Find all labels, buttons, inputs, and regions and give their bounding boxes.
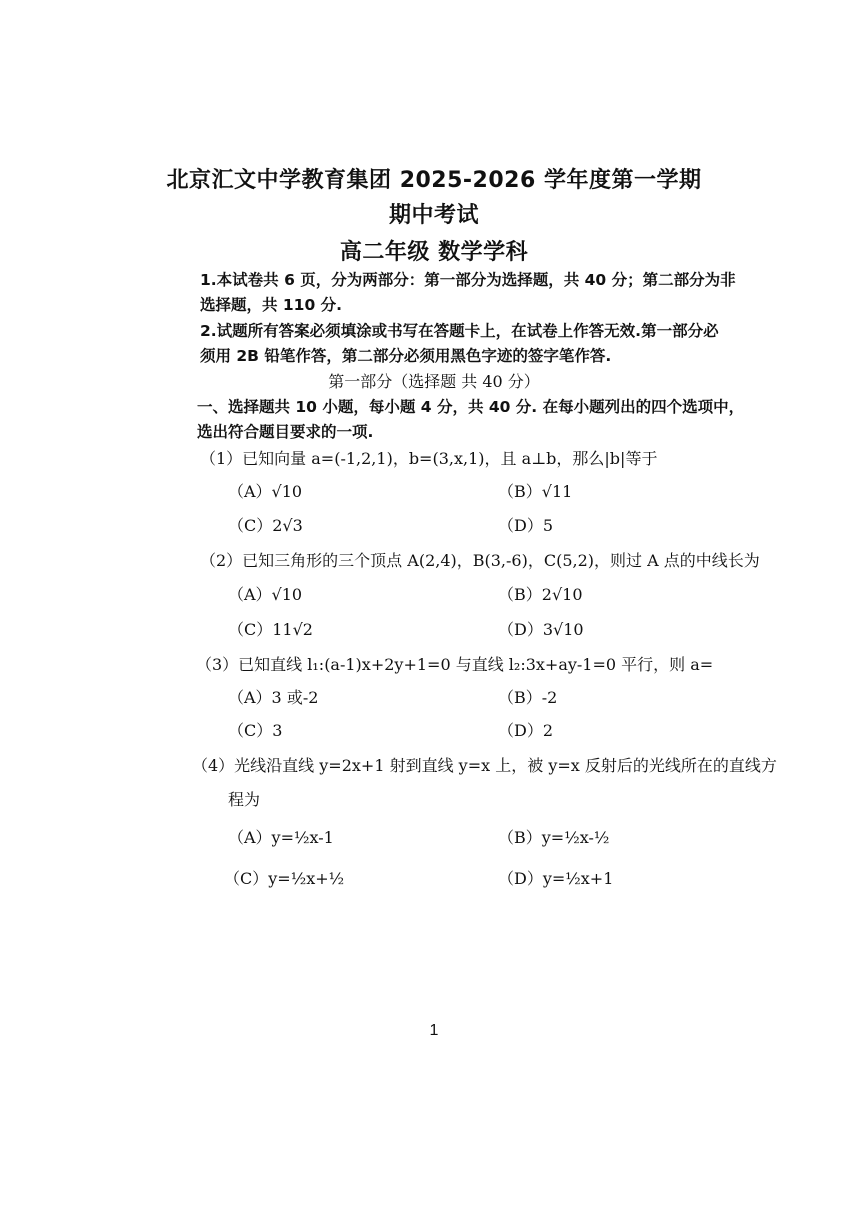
question-4-option-c: （C）y=½x+½ — [224, 869, 345, 888]
note-2-line-1: 2.试题所有答案必须填涂或书写在答题卡上，在试卷上作答无效.第一部分必 — [200, 322, 719, 340]
exam-title: 北京汇文中学教育集团 2025-2026 学年度第一学期 — [166, 168, 702, 193]
section-instructions-line-2: 选出符合题目要求的一项. — [197, 423, 374, 441]
question-2-option-b: （B）2√10 — [498, 585, 583, 604]
question-4-stem: （4）光线沿直线 y=2x+1 射到直线 y=x 上，被 y=x 反射后的光线所在的直线方 — [192, 756, 777, 775]
question-1-option-a: （A）√10 — [228, 482, 303, 501]
grade-subject: 高二年级 数学学科 — [339, 240, 529, 265]
exam-subtitle: 期中考试 — [388, 203, 479, 228]
part-1-heading: 第一部分（选择题 共 40 分） — [328, 372, 540, 391]
question-1-option-d: （D）5 — [498, 516, 554, 535]
section-instructions-line-1: 一、选择题共 10 小题，每小题 4 分，共 40 分. 在每小题列出的四个选项中， — [197, 398, 745, 416]
question-4-option-a: （A）y=½x-1 — [228, 828, 334, 847]
note-1-line-2: 选择题，共 110 分. — [200, 296, 343, 314]
question-4-option-b: （B）y=½x-½ — [498, 828, 610, 847]
page-number: 1 — [429, 1022, 439, 1039]
question-3-option-a: （A）3 或-2 — [228, 688, 319, 707]
question-3-option-d: （D）2 — [498, 721, 554, 740]
question-1-option-c: （C）2√3 — [228, 516, 303, 535]
note-1-line-1: 1.本试卷共 6 页，分为两部分：第一部分为选择题，共 40 分；第二部分为非 — [200, 271, 736, 289]
question-2-option-c: （C）11√2 — [228, 620, 313, 639]
question-2-option-a: （A）√10 — [228, 585, 303, 604]
question-3-option-b: （B）-2 — [498, 688, 558, 707]
question-4-option-d: （D）y=½x+1 — [498, 869, 614, 888]
question-3-stem: （3）已知直线 l₁:(a-1)x+2y+1=0 与直线 l₂:3x+ay-1=0 平行，则 a= — [196, 655, 714, 674]
question-2-option-d: （D）3√10 — [498, 620, 584, 639]
question-2-stem: （2）已知三角形的三个顶点 A(2,4)，B(3,-6)，C(5,2)，则过 A 点的中线长为 — [200, 551, 760, 570]
question-1-option-b: （B）√11 — [498, 482, 573, 501]
question-1-stem: （1）已知向量 a=(-1,2,1)，b=(3,x,1)，且 a⊥b，那么|b|等于 — [200, 449, 658, 468]
question-3-option-c: （C）3 — [228, 721, 283, 740]
question-4-stem-line-2: 程为 — [228, 790, 261, 809]
note-2-line-2: 须用 2B 铅笔作答，第二部分必须用黑色字迹的签字笔作答. — [200, 347, 612, 365]
